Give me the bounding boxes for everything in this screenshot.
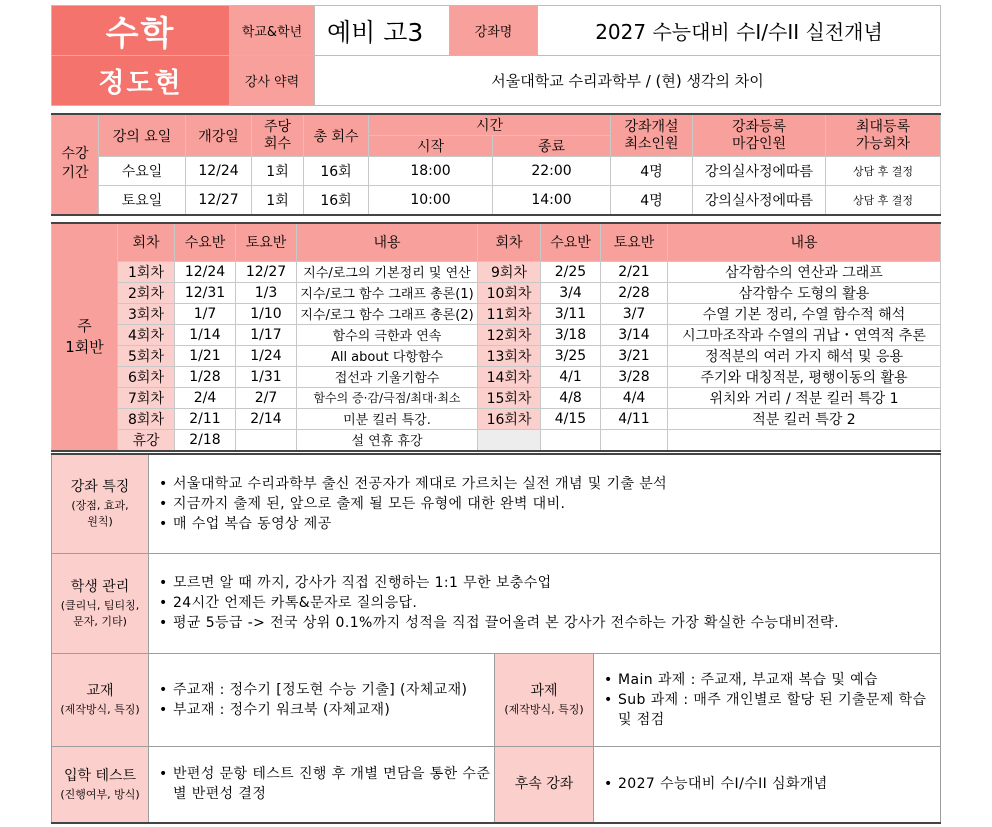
session-cell: 16회차 bbox=[478, 408, 541, 429]
content-cell: 지수/로그 함수 그래프 총론(1) bbox=[297, 282, 478, 303]
list-item: • Sub 과제 : 매주 개인별로 할당 된 기출문제 학습 및 점검 bbox=[602, 690, 940, 730]
sat-date-cell: 3/28 bbox=[601, 366, 668, 387]
session-cell: 7회차 bbox=[118, 387, 175, 408]
row-weekly: 1회 bbox=[252, 186, 304, 215]
header-total: 총 회수 bbox=[304, 114, 369, 157]
wed-date-cell: 12/31 bbox=[175, 282, 236, 303]
session-cell: 14회차 bbox=[478, 366, 541, 387]
schedule-row bbox=[52, 324, 941, 345]
row-day: 수요일 bbox=[99, 157, 186, 186]
list-item: • 평균 5등급 -> 전국 상위 0.1%까지 성적을 직접 끌어올려 본 강사가 전수하는 가장 확실한 수능대비전략. bbox=[157, 613, 940, 633]
wed-date-cell: 12/24 bbox=[175, 261, 236, 282]
weekly-schedule-table bbox=[51, 222, 941, 452]
list-item: • 주교재 : 정수기 [정도현 수능 기출] (자체교재) bbox=[157, 680, 494, 700]
header-session: 회차 bbox=[118, 223, 175, 261]
teacher-name: 정도현 bbox=[52, 56, 230, 106]
schedule-row bbox=[52, 429, 941, 451]
followup-label: 후속 강좌 bbox=[514, 775, 574, 792]
wed-date-cell: 1/28 bbox=[175, 366, 236, 387]
content-cell: 정적분의 여러 가지 해석 및 응용 bbox=[668, 345, 941, 366]
content-cell bbox=[668, 429, 941, 451]
row-end: 14:00 bbox=[493, 186, 611, 215]
session-cell: 8회차 bbox=[118, 408, 175, 429]
sat-date-cell: 2/28 bbox=[601, 282, 668, 303]
feature-label-cell bbox=[52, 454, 149, 553]
schedule-row bbox=[52, 408, 941, 429]
content-cell: 수열 기본 정리, 수열 함수적 해석 bbox=[668, 303, 941, 324]
session-cell: 4회차 bbox=[118, 324, 175, 345]
row-total: 16회 bbox=[304, 186, 369, 215]
session-cell: 11회차 bbox=[478, 303, 541, 324]
row-start-date: 12/24 bbox=[186, 157, 252, 186]
sat-date-cell: 1/31 bbox=[236, 366, 297, 387]
list-item: • 2027 수능대비 수I/수II 심화개념 bbox=[602, 774, 940, 794]
test-sublabel: (진행여부, 방식) bbox=[60, 787, 140, 801]
session-cell: 12회차 bbox=[478, 324, 541, 345]
course-label: 강좌명 bbox=[450, 6, 538, 56]
period-row bbox=[52, 186, 941, 215]
period-side-label: 수강 기간 bbox=[52, 114, 99, 215]
header-sat-right: 토요반 bbox=[601, 223, 668, 261]
content-cell: All about 다항함수 bbox=[297, 345, 478, 366]
row-day: 토요일 bbox=[99, 186, 186, 215]
sat-date-cell: 2/7 bbox=[236, 387, 297, 408]
sat-date-cell: 1/24 bbox=[236, 345, 297, 366]
list-item: • 부교재 : 정수기 워크북 (자체교재) bbox=[157, 700, 494, 720]
sat-date-cell: 1/3 bbox=[236, 282, 297, 303]
list-item: • 지금까지 출제 된, 앞으로 출제 될 모든 유형에 대한 완벽 대비. bbox=[157, 494, 940, 514]
wed-date-cell: 3/4 bbox=[541, 282, 601, 303]
sat-date-cell bbox=[236, 429, 297, 451]
sat-date-cell: 12/27 bbox=[236, 261, 297, 282]
row-min: 4명 bbox=[611, 186, 693, 215]
care-label: 학생 관리 bbox=[70, 578, 130, 595]
wed-date-cell: 3/25 bbox=[541, 345, 601, 366]
wed-date-cell: 4/15 bbox=[541, 408, 601, 429]
wed-date-cell: 2/25 bbox=[541, 261, 601, 282]
row-total: 16회 bbox=[304, 157, 369, 186]
list-item: • 반편성 문항 테스트 진행 후 개별 면담을 통한 수준별 반편성 결정 bbox=[157, 764, 494, 804]
session-cell: 1회차 bbox=[118, 261, 175, 282]
session-cell: 10회차 bbox=[478, 282, 541, 303]
content-cell: 지수/로그 함수 그래프 총론(2) bbox=[297, 303, 478, 324]
row-maxsess: 상담 후 결정 bbox=[826, 186, 941, 215]
wed-date-cell: 2/4 bbox=[175, 387, 236, 408]
book-content bbox=[149, 653, 495, 746]
list-item: • 모르면 알 때 까지, 강사가 직접 진행하는 1:1 무한 보충수업 bbox=[157, 573, 940, 593]
book-label: 교재 bbox=[86, 683, 114, 700]
subject-title: 수학 bbox=[52, 6, 230, 56]
teacher-bio: 서울대학교 수리과학부 / (현) 생각의 차이 bbox=[315, 56, 941, 106]
row-start: 18:00 bbox=[369, 157, 493, 186]
schedule-row bbox=[52, 345, 941, 366]
sat-date-cell: 1/10 bbox=[236, 303, 297, 324]
row-start: 10:00 bbox=[369, 186, 493, 215]
session-cell: 9회차 bbox=[478, 261, 541, 282]
course-header bbox=[51, 5, 941, 106]
session-cell: 13회차 bbox=[478, 345, 541, 366]
content-cell: 지수/로그의 기본정리 및 연산 bbox=[297, 261, 478, 282]
schedule-row bbox=[52, 387, 941, 408]
header-content-right: 내용 bbox=[668, 223, 941, 261]
homework-sublabel: (제작방식, 특징) bbox=[504, 703, 584, 717]
header-time: 시간 bbox=[369, 114, 611, 136]
sat-date-cell: 2/14 bbox=[236, 408, 297, 429]
book-sublabel: (제작방식, 특징) bbox=[60, 703, 140, 717]
sat-date-cell: 4/4 bbox=[601, 387, 668, 408]
list-item: • 서울대학교 수리과학부 출신 전공자가 제대로 가르치는 실전 개념 및 기출 분석 bbox=[157, 474, 940, 494]
row-max: 강의실사정에따름 bbox=[693, 186, 826, 215]
session-cell: 15회차 bbox=[478, 387, 541, 408]
row-end: 22:00 bbox=[493, 157, 611, 186]
wed-date-cell: 1/7 bbox=[175, 303, 236, 324]
session-cell: 2회차 bbox=[118, 282, 175, 303]
content-cell: 삼각함수의 연산과 그래프 bbox=[668, 261, 941, 282]
list-item: • Main 과제 : 주교재, 부교재 복습 및 예습 bbox=[602, 670, 940, 690]
wed-date-cell: 3/11 bbox=[541, 303, 601, 324]
wed-date-cell: 1/14 bbox=[175, 324, 236, 345]
feature-label: 강좌 특징 bbox=[70, 479, 130, 496]
wed-date-cell: 1/21 bbox=[175, 345, 236, 366]
care-sublabel: (클리닉, 팀티칭, 문자, 기타) bbox=[60, 598, 140, 628]
feature-sublabel: (장점, 효과, 원칙) bbox=[71, 499, 129, 529]
course-details-table bbox=[51, 453, 941, 824]
wed-date-cell bbox=[541, 429, 601, 451]
row-max: 강의실사정에따름 bbox=[693, 157, 826, 186]
care-content bbox=[149, 553, 941, 653]
header-time-start: 시작 bbox=[369, 136, 493, 157]
sat-date-cell: 3/14 bbox=[601, 324, 668, 345]
grade-label: 학교&학년 bbox=[230, 6, 315, 56]
book-label-cell bbox=[52, 653, 149, 746]
header-time-end: 종료 bbox=[493, 136, 611, 157]
session-cell: 6회차 bbox=[118, 366, 175, 387]
test-label: 입학 테스트 bbox=[63, 767, 137, 784]
schedule-row bbox=[52, 261, 941, 282]
sat-date-cell: 1/17 bbox=[236, 324, 297, 345]
care-label-cell bbox=[52, 553, 149, 653]
row-min: 4명 bbox=[611, 157, 693, 186]
schedule-row bbox=[52, 366, 941, 387]
list-item: • 매 수업 복습 동영상 제공 bbox=[157, 514, 940, 534]
sat-date-cell: 2/21 bbox=[601, 261, 668, 282]
list-item: • 24시간 언제든 카톡&문자로 질의응답. bbox=[157, 593, 940, 613]
header-start-date: 개강일 bbox=[186, 114, 252, 157]
sat-date-cell bbox=[601, 429, 668, 451]
content-cell: 삼각함수 도형의 활용 bbox=[668, 282, 941, 303]
grade-value: 예비 고3 bbox=[315, 6, 450, 56]
header-wed-right: 수요반 bbox=[541, 223, 601, 261]
content-cell: 위치와 거리 / 적분 킬러 특강 1 bbox=[668, 387, 941, 408]
header-maxsess: 최대등록 가능회차 bbox=[826, 114, 941, 157]
sat-date-cell: 4/11 bbox=[601, 408, 668, 429]
followup-content bbox=[594, 746, 941, 823]
content-cell: 설 연휴 휴강 bbox=[297, 429, 478, 451]
course-name: 2027 수능대비 수I/수II 실전개념 bbox=[538, 6, 941, 56]
homework-label-cell bbox=[495, 653, 594, 746]
followup-label-cell bbox=[495, 746, 594, 823]
row-weekly: 1회 bbox=[252, 157, 304, 186]
wed-date-cell: 4/1 bbox=[541, 366, 601, 387]
content-cell: 미분 킬러 특강. bbox=[297, 408, 478, 429]
content-cell: 주기와 대칭적분, 평행이동의 활용 bbox=[668, 366, 941, 387]
bio-label: 강사 약력 bbox=[230, 56, 315, 106]
schedule-row bbox=[52, 282, 941, 303]
content-cell: 시그마조작과 수열의 귀납・연역적 추론 bbox=[668, 324, 941, 345]
test-content bbox=[149, 746, 495, 823]
content-cell: 적분 킬러 특강 2 bbox=[668, 408, 941, 429]
header-wed: 수요반 bbox=[175, 223, 236, 261]
sat-date-cell: 3/7 bbox=[601, 303, 668, 324]
session-cell: 5회차 bbox=[118, 345, 175, 366]
test-label-cell bbox=[52, 746, 149, 823]
header-max: 강좌등록 마감인원 bbox=[693, 114, 826, 157]
wed-date-cell: 2/18 bbox=[175, 429, 236, 451]
header-weekly: 주당 회수 bbox=[252, 114, 304, 157]
header-session-right: 회차 bbox=[478, 223, 541, 261]
row-maxsess: 상담 후 결정 bbox=[826, 157, 941, 186]
header-content: 내용 bbox=[297, 223, 478, 261]
header-min: 강좌개설 최소인원 bbox=[611, 114, 693, 157]
homework-content bbox=[594, 653, 941, 746]
content-cell: 함수의 극한과 연속 bbox=[297, 324, 478, 345]
session-cell bbox=[478, 429, 541, 451]
header-sat: 토요반 bbox=[236, 223, 297, 261]
session-cell: 3회차 bbox=[118, 303, 175, 324]
schedule-row bbox=[52, 303, 941, 324]
weekly-side-label: 주 1회반 bbox=[52, 223, 118, 451]
row-start-date: 12/27 bbox=[186, 186, 252, 215]
wed-date-cell: 3/18 bbox=[541, 324, 601, 345]
sat-date-cell: 3/21 bbox=[601, 345, 668, 366]
session-cell: 휴강 bbox=[118, 429, 175, 451]
content-cell: 접선과 기울기함수 bbox=[297, 366, 478, 387]
feature-content bbox=[149, 454, 941, 553]
homework-label: 과제 bbox=[530, 683, 558, 700]
period-row bbox=[52, 157, 941, 186]
content-cell: 함수의 증·감/극점/최대·최소 bbox=[297, 387, 478, 408]
header-day: 강의 요일 bbox=[99, 114, 186, 157]
wed-date-cell: 4/8 bbox=[541, 387, 601, 408]
enrollment-period-table bbox=[51, 113, 941, 216]
wed-date-cell: 2/11 bbox=[175, 408, 236, 429]
